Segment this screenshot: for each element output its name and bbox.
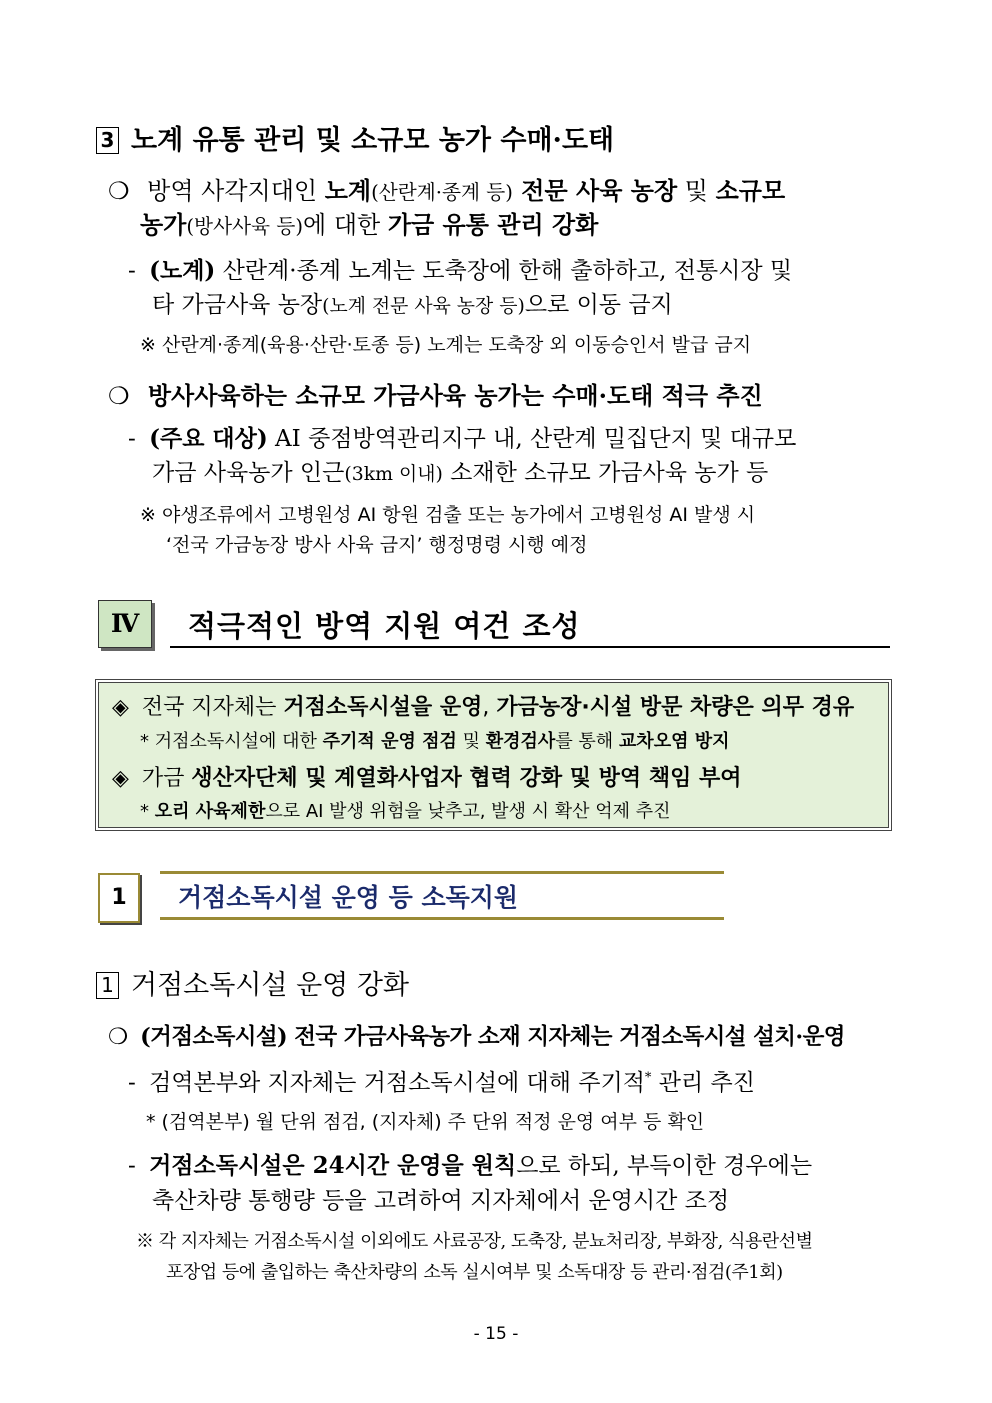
section-4-underline (170, 646, 890, 648)
summary-item-2-detail: * 오리 사육제한으로 AI 발생 위험을 낮추고, 발생 시 확산 억제 추진 (140, 801, 671, 822)
item-1-title: 거점소독시설 운영 강화 (131, 970, 409, 1001)
s3-note-1: ※ 산란계·종계(육용·산란·토종 등) 노계는 도축장 외 이동승인서 발급 금지 (140, 334, 752, 356)
item-1-note-2-line-1: ※ 각 지자체는 거점소독시설 이외에도 사료공장, 도축장, 분뇨처리장, 부화장, 식용란선별 (136, 1231, 813, 1252)
summary-item-1: ◈ 전국 지자체는 거점소독시설을 운영, 가금농장·시설 방문 차량은 의무 경유 (112, 695, 855, 720)
subsection-1-top-rule (160, 871, 724, 874)
item-1-number: 1 (96, 972, 119, 999)
subsection-3-number: 3 (96, 127, 119, 154)
diamond-bullet-icon: ◈ (112, 766, 129, 791)
item-1-dash-2-line-1: - 거점소독시설은 24시간 운영을 원칙으로 하되, 부득이한 경우에는 (128, 1152, 813, 1179)
s3-dash-1-line-2: 타 가금사육 농장(노계 전문 사육 농장 등)으로 이동 금지 (152, 292, 673, 318)
subsection-1-bottom-rule (160, 917, 724, 920)
subsection-3-title: 노계 유통 관리 및 소규모 농가 수매·도태 (131, 125, 615, 156)
section-4-number: Ⅳ (98, 600, 152, 648)
circle-bullet-icon: ❍ (108, 177, 130, 205)
page-number: - 15 - (473, 1324, 519, 1344)
s3-bullet-2: ❍ 방사사육하는 소규모 가금사육 농가는 수매·도태 적극 추진 (108, 381, 763, 410)
circle-bullet-icon: ❍ (108, 382, 130, 410)
item-1-dash-1: - 검역본부와 지자체는 거점소독시설에 대해 주기적* 관리 추진 (128, 1070, 755, 1096)
s3-note-2-line-2: ‘전국 가금농장 방사 사육 금지’ 행정명령 시행 예정 (166, 534, 588, 556)
circle-bullet-icon: ❍ (108, 1024, 128, 1050)
s3-note-2-line-1: ※ 야생조류에서 고병원성 AI 항원 검출 또는 농가에서 고병원성 AI 발생 시 (140, 504, 756, 526)
subsection-1-title: 거점소독시설 운영 등 소독지원 (178, 883, 519, 912)
summary-item-2: ◈ 가금 생산자단체 및 계열화사업자 협력 강화 및 방역 책임 부여 (112, 766, 742, 791)
s3-dash-2-line-2: 가금 사육농가 인근(3km 이내) 소재한 소규모 가금사육 농가 등 (152, 460, 769, 486)
item-1-dash-2-line-2: 축산차량 통행량 등을 고려하여 지자체에서 운영시간 조정 (152, 1188, 730, 1214)
item-1-heading (96, 963, 409, 1002)
section-4-title: 적극적인 방역 지원 여건 조성 (188, 609, 581, 643)
subsection-1-number: 1 (98, 873, 140, 923)
s3-bullet-1-line-1: ❍ 방역 사각지대인 노계(산란계·종계 등) 전문 사육 농장 및 소규모 (108, 176, 786, 205)
s3-dash-1-line-1: - (노계) 산란계·종계 노계는 도축장에 한해 출하하고, 전통시장 및 (128, 257, 793, 284)
s3-bullet-1-line-2: 농가(방사사육 등)에 대한 가금 유통 관리 강화 (140, 210, 599, 239)
item-1-note-1: * (검역본부) 월 단위 점검, (지자체) 주 단위 적정 운영 여부 등 확인 (146, 1111, 705, 1133)
summary-item-1-detail: * 거점소독시설에 대한 주기적 운영 점검 및 환경검사를 통해 교차오염 방지 (140, 731, 730, 752)
s3-dash-2-line-1: - (주요 대상) AI 중점방역관리지구 내, 산란계 밀집단지 및 대규모 (128, 425, 797, 452)
item-1-note-2-line-2: 포장업 등에 출입하는 축산차량의 소독 실시여부 및 소독대장 등 관리·점검(주1회) (166, 1262, 783, 1283)
subsection-3-heading (96, 118, 614, 157)
item-1-bullet: ❍ (거점소독시설) 전국 가금사육농가 소재 지자체는 거점소독시설 설치·운영 (108, 1024, 845, 1050)
diamond-bullet-icon: ◈ (112, 695, 129, 720)
